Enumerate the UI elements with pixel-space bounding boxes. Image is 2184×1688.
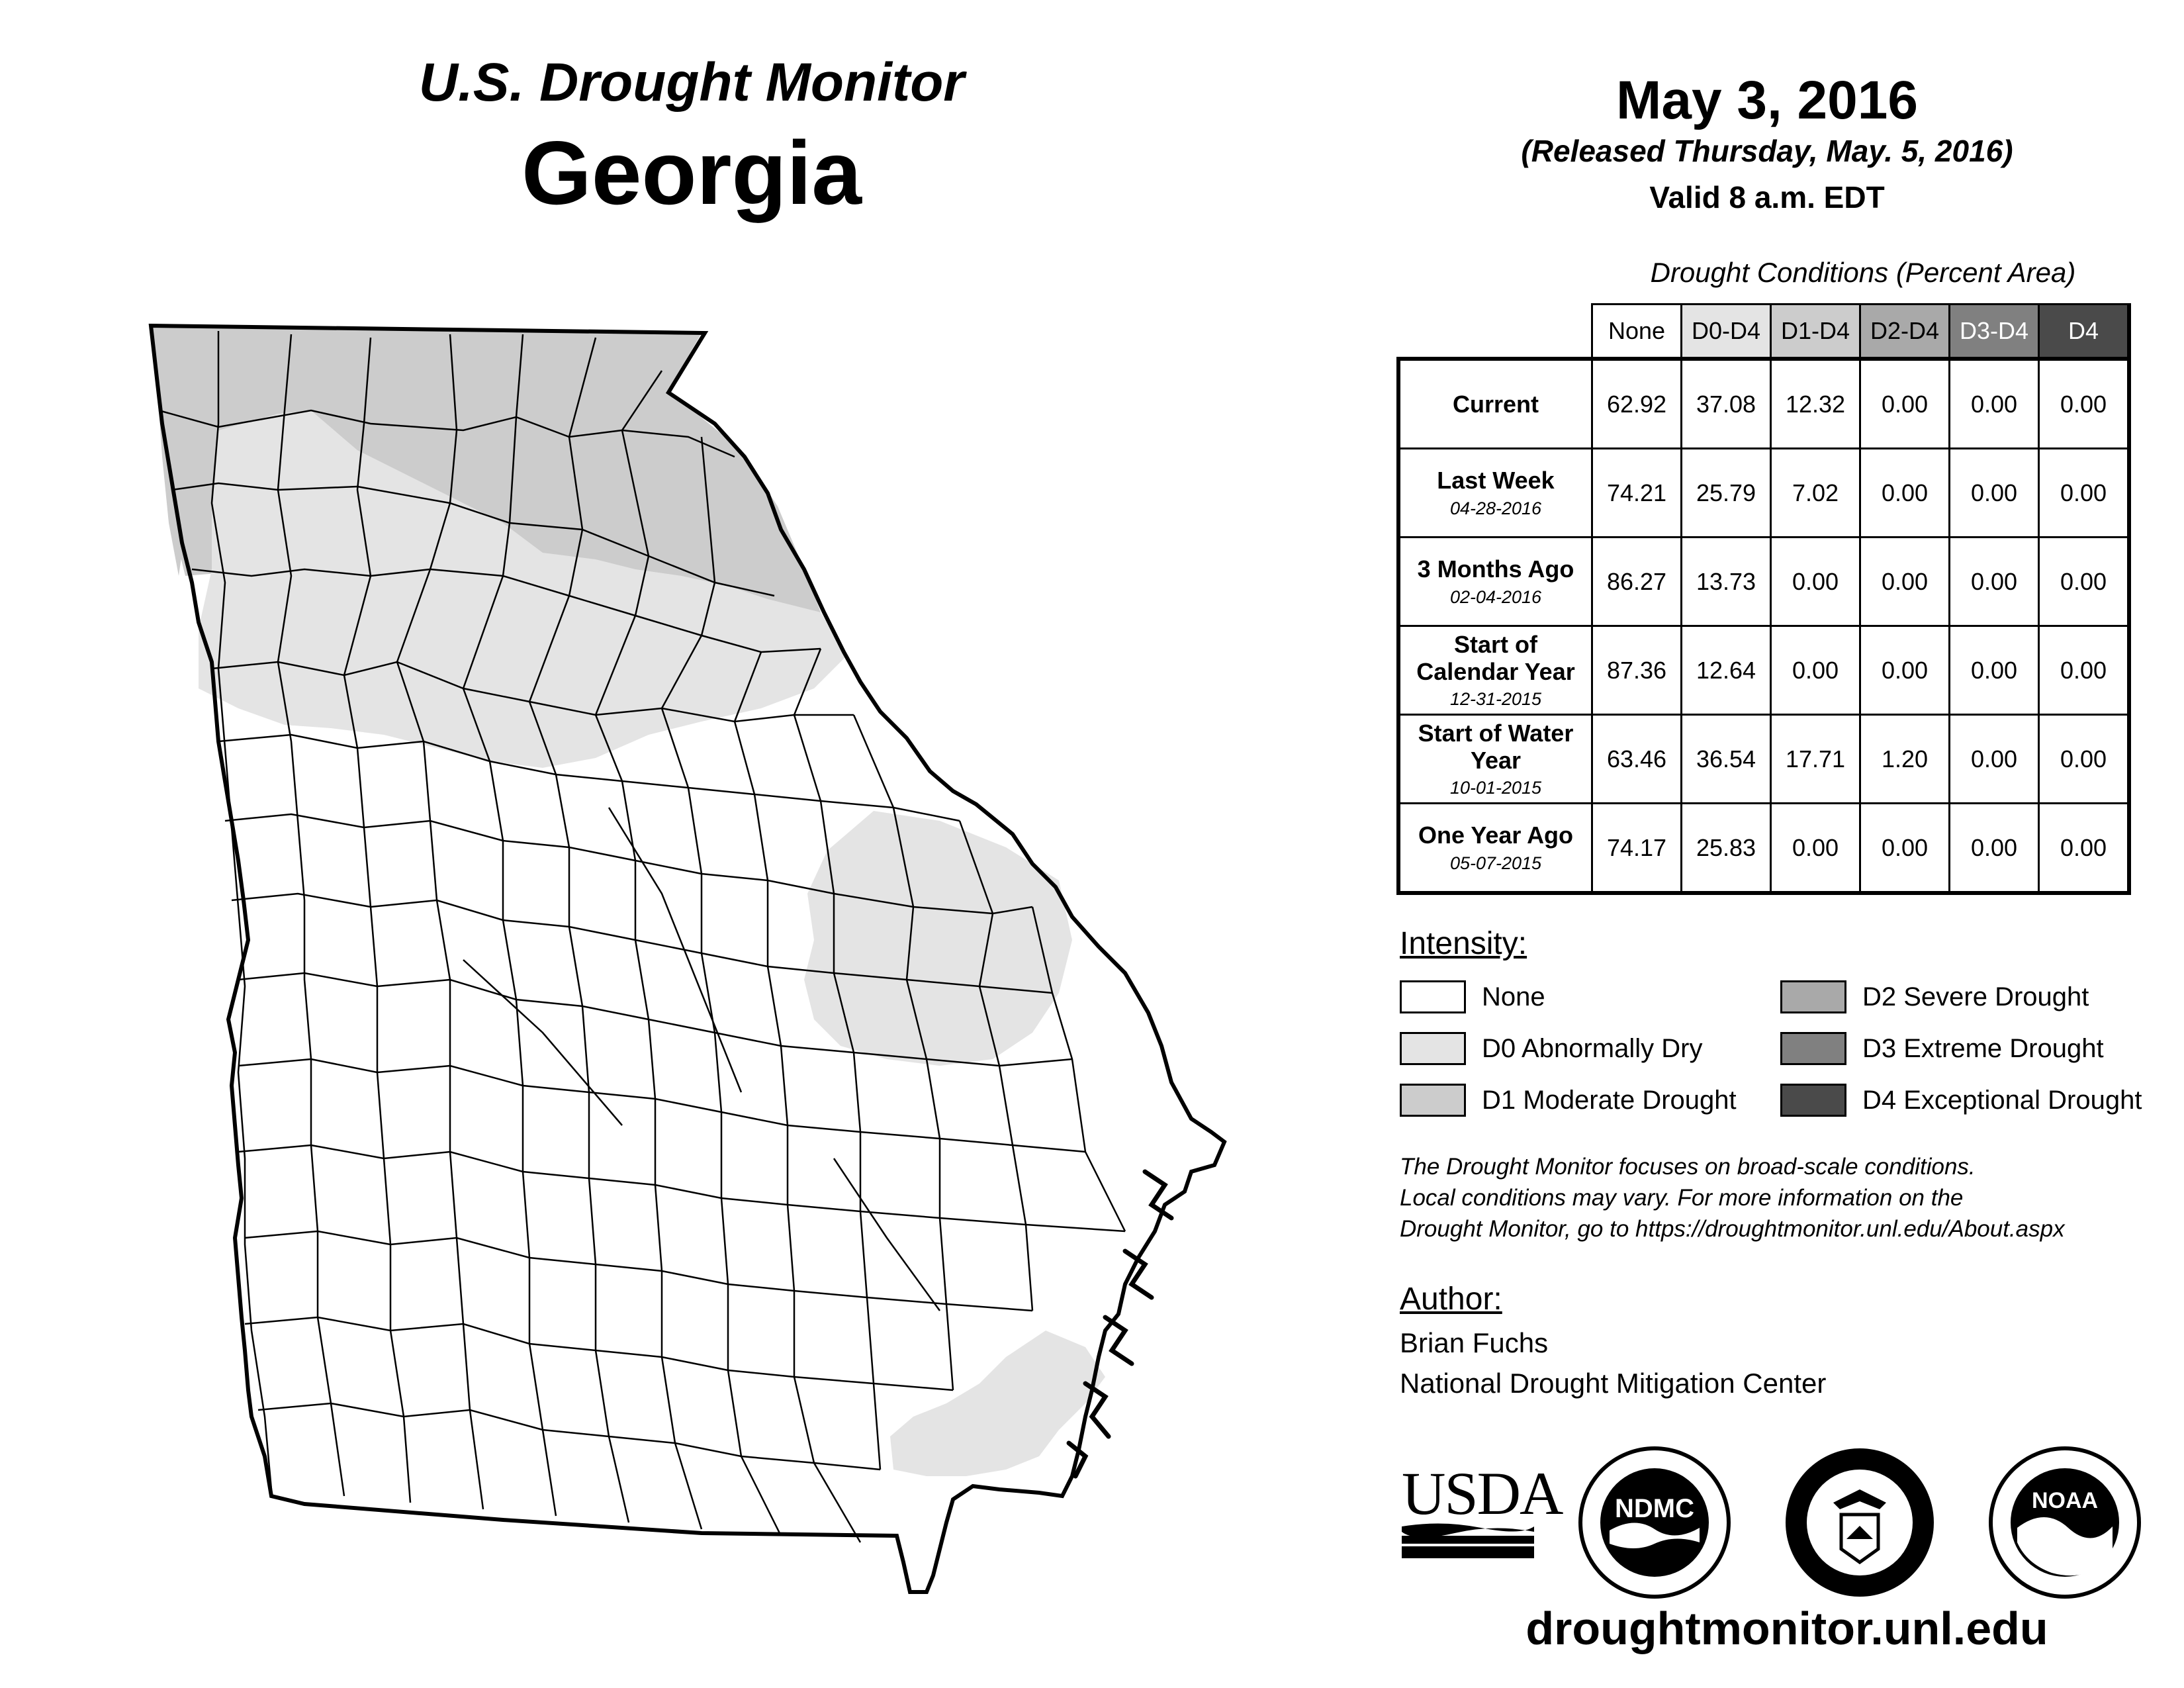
col-header-d0-d4: D0-D4	[1682, 305, 1771, 359]
row-label	[1398, 359, 1592, 449]
table-cell: 0.00	[1860, 449, 1950, 538]
table-cell: 1.20	[1860, 715, 1950, 804]
legend-item-d1	[1400, 1082, 1737, 1119]
row-date: 12-31-2015	[1449, 689, 1542, 710]
d0-region-east	[804, 811, 1072, 1066]
title-block	[278, 53, 1105, 227]
intensity-title: Intensity:	[1400, 926, 1527, 961]
table-cell: 62.92	[1592, 359, 1682, 449]
table-cell: 0.00	[1950, 715, 2039, 804]
row-label	[1398, 449, 1592, 538]
table-cell: 74.21	[1592, 449, 1682, 538]
row-label-text: Start of Water Year	[1418, 719, 1574, 774]
table-cell: 7.02	[1771, 449, 1860, 538]
header-blank-cell	[1398, 305, 1592, 359]
row-date: 05-07-2015	[1449, 853, 1542, 873]
table-cell: 0.00	[1950, 359, 2039, 449]
table-row	[1398, 715, 2129, 804]
table-cell: 0.00	[2039, 449, 2130, 538]
row-label	[1398, 538, 1592, 626]
table-cell: 36.54	[1682, 715, 1771, 804]
row-label-text: Start of Calendar Year	[1416, 630, 1575, 685]
row-label-text: Last Week	[1437, 467, 1555, 494]
row-label-text: 3 Months Ago	[1417, 555, 1574, 583]
d0-region-coast	[890, 1331, 1105, 1476]
table-cell: 0.00	[1860, 804, 1950, 894]
table-cell: 0.00	[1860, 538, 1950, 626]
table-row	[1398, 626, 2129, 715]
row-date: 02-04-2016	[1449, 586, 1542, 607]
col-header-d2-d4: D2-D4	[1860, 305, 1950, 359]
legend-label: D2 Severe Drought	[1862, 982, 2089, 1011]
legend-label: D0 Abnormally Dry	[1482, 1033, 1703, 1063]
table-cell: 0.00	[2039, 359, 2130, 449]
legend-swatch	[1400, 1032, 1466, 1065]
table-cell: 25.83	[1682, 804, 1771, 894]
table-cell: 25.79	[1682, 449, 1771, 538]
legend-swatch	[1780, 1032, 1846, 1065]
author-title: Author:	[1400, 1282, 1502, 1317]
author-name: Brian Fuchs	[1400, 1327, 1549, 1358]
legend-label: D3 Extreme Drought	[1862, 1033, 2104, 1063]
table-cell: 0.00	[1950, 449, 2039, 538]
disclaimer-note	[1400, 1152, 2161, 1245]
row-label	[1398, 804, 1592, 894]
col-header-d4: D4	[2039, 305, 2130, 359]
legend-item-d0	[1400, 1030, 1702, 1067]
table-header-row	[1398, 305, 2129, 359]
row-label	[1398, 626, 1592, 715]
noaa-seal	[1985, 1443, 2144, 1602]
legend-swatch	[1400, 1084, 1466, 1117]
table-cell: 0.00	[1950, 538, 2039, 626]
table-cell: 0.00	[2039, 715, 2130, 804]
row-date: 10-01-2015	[1449, 778, 1542, 798]
table-cell: 12.64	[1682, 626, 1771, 715]
row-label-text: Current	[1452, 390, 1539, 418]
legend-label: D4 Exceptional Drought	[1862, 1085, 2142, 1115]
legend-label: D1 Moderate Drought	[1482, 1085, 1737, 1115]
legend-swatch	[1400, 980, 1466, 1013]
table-cell: 74.17	[1592, 804, 1682, 894]
monitor-title: U.S. Drought Monitor	[418, 52, 965, 113]
row-label	[1398, 715, 1592, 804]
col-header-none: None	[1592, 305, 1682, 359]
table-cell: 17.71	[1771, 715, 1860, 804]
table-cell: 0.00	[1771, 538, 1860, 626]
row-label-text: One Year Ago	[1418, 821, 1574, 849]
table-cell: 0.00	[2039, 804, 2130, 894]
release-date: (Released Thursday, May. 5, 2016)	[1521, 134, 2013, 169]
table-cell: 87.36	[1592, 626, 1682, 715]
table-row	[1398, 804, 2129, 894]
col-header-d1-d4: D1-D4	[1771, 305, 1860, 359]
usda-logo: USDA	[1402, 1460, 1563, 1527]
date-block	[1436, 70, 2098, 223]
table-cell: 13.73	[1682, 538, 1771, 626]
note-line: Drought Monitor, go to https://droughtmonitor.unl.edu/About.aspx	[1400, 1215, 2065, 1242]
table-cell: 37.08	[1682, 359, 1771, 449]
row-date: 04-28-2016	[1449, 498, 1542, 518]
legend-item-d3	[1780, 1030, 2104, 1067]
legend-swatch	[1780, 980, 1846, 1013]
table-cell: 12.32	[1771, 359, 1860, 449]
table-cell: 0.00	[1771, 804, 1860, 894]
table-row	[1398, 449, 2129, 538]
usda-wave-icon	[1402, 1520, 1534, 1560]
table-caption: Drought Conditions (Percent Area)	[1650, 257, 2076, 288]
legend-label: None	[1482, 982, 1545, 1011]
table-cell: 0.00	[2039, 626, 2130, 715]
map-date: May 3, 2016	[1616, 70, 1918, 130]
legend-swatch	[1780, 1084, 1846, 1117]
ndmc-seal	[1575, 1443, 1734, 1602]
table-cell: 63.46	[1592, 715, 1682, 804]
table-row	[1398, 538, 2129, 626]
author-org: National Drought Mitigation Center	[1400, 1368, 1827, 1399]
legend-item-d2	[1780, 978, 2089, 1015]
table-cell: 0.00	[1771, 626, 1860, 715]
note-line: The Drought Monitor focuses on broad-scale conditions.	[1400, 1154, 1976, 1180]
ndmc-seal-text: NDMC	[1615, 1494, 1694, 1523]
table-cell: 0.00	[1950, 804, 2039, 894]
table-cell: 0.00	[1860, 626, 1950, 715]
table-cell: 86.27	[1592, 538, 1682, 626]
legend-item-none	[1400, 978, 1545, 1015]
table-cell: 0.00	[1860, 359, 1950, 449]
drought-conditions-table	[1396, 303, 2131, 895]
col-header-d3-d4: D3-D4	[1950, 305, 2039, 359]
noaa-seal-text: NOAA	[2031, 1488, 2099, 1513]
table-cell: 0.00	[1950, 626, 2039, 715]
state-title: Georgia	[522, 122, 862, 224]
note-line: Local conditions may vary. For more information on the	[1400, 1184, 1964, 1211]
table-cell: 0.00	[2039, 538, 2130, 626]
legend-item-d4	[1780, 1082, 2142, 1119]
website-url[interactable]: droughtmonitor.unl.edu	[1525, 1603, 2048, 1654]
valid-time: Valid 8 a.m. EDT	[1649, 180, 1885, 215]
commerce-seal	[1780, 1443, 1939, 1602]
table-row	[1398, 359, 2129, 449]
